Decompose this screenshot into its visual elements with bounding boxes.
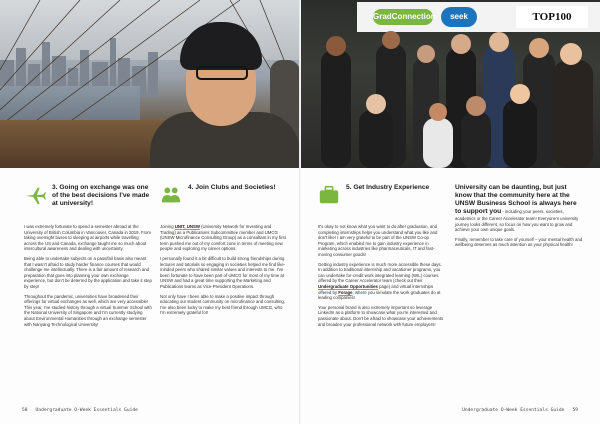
paragraph: Your personal brand is also extremely important so leverage LinkedIn as a platform to showcase what you're interested and passionate about. Don't be afraid to showcase your achievements and broaden your professional network with future employers! bbox=[318, 304, 444, 327]
section-exchange bbox=[24, 184, 152, 331]
footer-title: Undergraduate O-Week Essentials Guide bbox=[462, 408, 565, 413]
paragraph: University can be daunting, but just know that the community here at the UNSW Business School is always here to support you - including your peers, societies, academics or the Career Accelerator team! Everyone's university journey looks different, so focus on how you want to grow and achieve your own unique goals. bbox=[455, 184, 579, 233]
page-number: 58 bbox=[22, 408, 28, 413]
page-number: 59 bbox=[572, 408, 578, 413]
paragraph: Getting industry experience is much more accessible these days. In addition to traditional internship and vacationer programs, you can undertake for-credit work integrated learning (WIL) courses offered by the Career Accelerator team (check out their Undergraduate Opportunities page) and virtual internships offered by Forage, where you simulate the work graduates do at leading companies! bbox=[318, 261, 442, 301]
paragraph: It's okay to not know what you want to do after graduation, and completing internships helps you understand what you like and don't like! I am very grateful to be part of the UNSW Co-op Program, which enabled me to gain industry experience in marketing across industries like pharmaceuticals, IT and fast-moving consumer goods! bbox=[318, 224, 438, 257]
footer-title: Undergraduate O-Week Essentials Guide bbox=[35, 408, 138, 413]
photo-group-event bbox=[301, 0, 600, 168]
closing-lead: University can be daunting, but just know that the community here at the UNSW Business School is always here to support you bbox=[455, 184, 577, 215]
photo-bridge-selfie bbox=[0, 0, 300, 168]
section-industry bbox=[318, 184, 446, 331]
paragraph: Being able to undertake subjects on a pass/fail basis also meant that I wasn't afraid to study harder finance courses that would challenge me intellectually. There is a fair amount of research and preparation that goes into planning your own exchange experience, but don't be deterred by the application and take it step by step! bbox=[24, 255, 152, 289]
footer-left bbox=[22, 408, 138, 413]
section-title: 4. Join Clubs and Societies! bbox=[188, 184, 276, 191]
paragraph: Throughout the pandemic, universities have broadened their offerings for virtual exchanges as well, which are very accessible! This year, I've studied history through a virtual Summer School with the National University of Singapore and I'm currently studying about Environmental Humanities through an exchange semester with Nanyang Technological University! bbox=[24, 293, 152, 327]
seek-logo: seek bbox=[441, 7, 477, 27]
paragraph: I personally found it a bit difficult to build strong friendships during lectures and tutorials so engaging in societies helped me find like-minded peers who shared similar values and interests to me. I've been fortunate to have been part of UMCG for most of my time at UNSW and had a great time supporting the Marketing and Publications teams as Vice-President Operations. bbox=[160, 255, 286, 289]
page-gutter bbox=[299, 0, 301, 424]
paragraph: Not only have I been able to make a positive impact through educating our student community on microfinance and consulting, I've also been lucky to make my best friend through UMCG, who I'm extremely grateful for! bbox=[160, 293, 285, 316]
person-glasses bbox=[196, 66, 248, 80]
paragraph: Finally, remember to take care of yourself – your mental health and wellbeing deserves as much attention as your physical health! bbox=[455, 236, 583, 248]
link-undergraduate-opportunities[interactable]: Undergraduate Opportunities bbox=[318, 283, 378, 289]
airplane-icon bbox=[24, 184, 46, 206]
top100-logo: TOP100 bbox=[516, 6, 588, 28]
section-clubs bbox=[160, 184, 288, 320]
link-forage[interactable]: Forage bbox=[338, 289, 353, 295]
group-of-people bbox=[301, 0, 600, 168]
section-title: 5. Get Industry Experience bbox=[346, 184, 430, 191]
paragraph: Joining UNIT, UNSW (University Network for Investing and Trading) as a Publications Subcommittee member and UMCG (UNSW Microfinance Consulting Group) as a consultant in my first term pushed me out of my comfort zone in terms of meeting new people and exploring my career options. bbox=[160, 224, 286, 252]
footer-right bbox=[462, 408, 578, 413]
section-closing bbox=[455, 184, 583, 252]
gradconnection-logo: GradConnection bbox=[373, 9, 433, 25]
paragraph: I was extremely fortunate to spend a semester abroad at the University of British Columbia in Vancouver, Canada in 2019. From taking overnight buses to sleeping at airports while travelling across the US and Canada, exchange taught me so much about intercultural awareness and dealing with uncertainty. bbox=[24, 224, 151, 252]
briefcase-icon bbox=[318, 184, 340, 206]
people-icon bbox=[160, 184, 182, 206]
link-unit-unsw[interactable]: UNIT, UNSW bbox=[174, 224, 200, 229]
section-title: 3. Going on exchange was one of the best decisions I've made at university! bbox=[52, 184, 150, 207]
